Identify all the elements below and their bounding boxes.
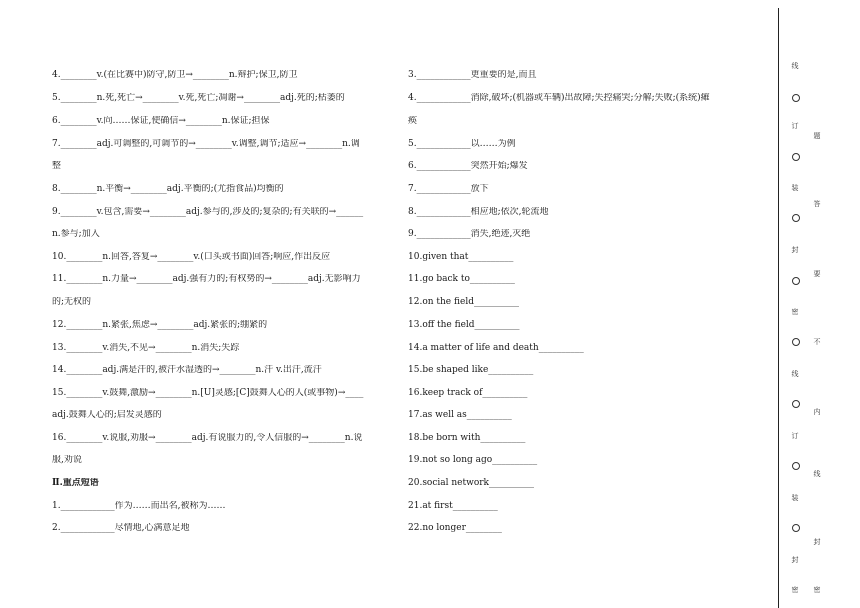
- phrase-item-22: 22.no longer________: [408, 523, 502, 533]
- phrase-item-6: 6.____________突然开始;爆发: [408, 161, 528, 171]
- section-heading: Ⅱ.重点短语: [52, 478, 99, 488]
- binding-mark: 密: [791, 586, 799, 594]
- binding-hole-icon: [792, 214, 800, 222]
- vocab-item-7: 7.________adj.可调整的,可调节的→________v.调整,调节;适应→________n.调: [52, 139, 360, 149]
- phrase-item-3: 3.____________更重要的是,而且: [408, 70, 537, 80]
- phrase-item-15: 15.be shaped like__________: [408, 365, 534, 375]
- binding-mark: 封: [791, 556, 799, 564]
- vocab-item-8: 8.________n.平衡→________adj.平衡的;(尤指食品)均衡的: [52, 184, 284, 194]
- binding-mark: 线: [791, 370, 799, 378]
- binding-warning-mark: 不: [813, 338, 821, 346]
- phrase-item-18: 18.be born with__________: [408, 433, 526, 443]
- phrase-item-4: 4.____________消除,破坏;(机器或车辆)出故障;失控痛哭;分解;失败;(系统)瘫: [408, 93, 710, 103]
- phrase-item-9: 9.____________消失,绝迹,灭绝: [408, 229, 531, 239]
- phrase-item-2: 2.____________尽情地,心满意足地: [52, 523, 190, 533]
- vocab-item-5: 5.________n.死,死亡→________v.死,死亡;凋谢→________adj.死的;枯萎的: [52, 93, 345, 103]
- binding-mark: 订: [791, 432, 799, 440]
- phrase-item-14: 14.a matter of life and death__________: [408, 343, 584, 353]
- vocab-item-10: 10.________n.回答,答复→________v.(口头或书面)回答;响应,作出反应: [52, 252, 331, 262]
- vocab-item-9: 9.________v.包含,需要→________adj.参与的,涉及的;复杂的;有关联的→______: [52, 207, 364, 217]
- vocab-item-12: 12.________n.紧张,焦虑→________adj.紧张的;绷紧的: [52, 320, 268, 330]
- binding-mark: 密: [791, 308, 799, 316]
- binding-hole-icon: [792, 400, 800, 408]
- phrase-item-20: 20.social network__________: [408, 478, 534, 488]
- phrase-item-8: 8.____________相应地;依次,轮流地: [408, 207, 549, 217]
- phrase-item-16: 16.keep track of__________: [408, 388, 528, 398]
- phrase-item-13: 13.off the field__________: [408, 320, 520, 330]
- phrase-item-7: 7.____________放下: [408, 184, 489, 194]
- vocab-item-7-cont: 整: [52, 161, 62, 171]
- binding-mark: 订: [791, 122, 799, 130]
- binding-warning-mark: 要: [813, 270, 821, 278]
- binding-hole-icon: [792, 153, 800, 161]
- binding-mark: 线: [791, 62, 799, 70]
- phrase-item-12: 12.on the field__________: [408, 297, 519, 307]
- vocab-item-16: 16.________v.说服,劝服→________adj.有说服力的,令人信服的→________n.说: [52, 433, 363, 443]
- binding-warning-mark: 密: [813, 586, 821, 594]
- binding-warning-mark: 题: [813, 132, 821, 140]
- binding-warning-mark: 线: [813, 470, 821, 478]
- binding-line: [778, 8, 779, 608]
- vocab-item-9-cont: n.参与;加入: [52, 229, 100, 239]
- phrase-item-4-cont: 痪: [408, 116, 418, 126]
- binding-mark: 装: [791, 184, 799, 192]
- vocab-item-15-cont: adj.鼓舞人心的;启发灵感的: [52, 410, 162, 420]
- vocab-item-14: 14.________adj.满是汗的,被汗水湿透的→________n.汗 v.出汗,流汗: [52, 365, 322, 375]
- binding-mark: 封: [791, 246, 799, 254]
- phrase-item-10: 10.given that__________: [408, 252, 514, 262]
- vocab-item-15: 15.________v.鼓舞,激励→________n.[U]灵感;[C]鼓舞人心的人(或事物)→____: [52, 388, 364, 398]
- binding-hole-icon: [792, 277, 800, 285]
- phrase-item-11: 11.go back to__________: [408, 274, 515, 284]
- binding-hole-icon: [792, 462, 800, 470]
- vocab-item-6: 6.________v.向……保证,使确信→________n.保证;担保: [52, 116, 270, 126]
- binding-warning-mark: 内: [813, 408, 821, 416]
- vocab-item-4: 4.________v.(在比赛中)防守,防卫→________n.辩护;保卫,防卫: [52, 70, 298, 80]
- binding-hole-icon: [792, 94, 800, 102]
- binding-warning-mark: 封: [813, 538, 821, 546]
- phrase-item-21: 21.at first__________: [408, 501, 498, 511]
- vocab-item-13: 13.________v.消失,不见→________n.消失;失踪: [52, 343, 240, 353]
- phrase-item-5: 5.____________以……为例: [408, 139, 516, 149]
- vocab-item-11-cont: 的;无权的: [52, 297, 92, 307]
- binding-hole-icon: [792, 524, 800, 532]
- binding-hole-icon: [792, 338, 800, 346]
- vocab-item-11: 11.________n.力量→________adj.强有力的;有权势的→________adj.无影响力: [52, 274, 361, 284]
- vocab-item-16-cont: 服,劝说: [52, 455, 82, 465]
- phrase-item-17: 17.as well as__________: [408, 410, 512, 420]
- binding-margin: [778, 0, 860, 608]
- binding-warning-mark: 答: [813, 200, 821, 208]
- binding-mark: 装: [791, 494, 799, 502]
- phrase-item-19: 19.not so long ago__________: [408, 455, 538, 465]
- phrase-item-1: 1.____________作为……而出名,被称为……: [52, 501, 226, 511]
